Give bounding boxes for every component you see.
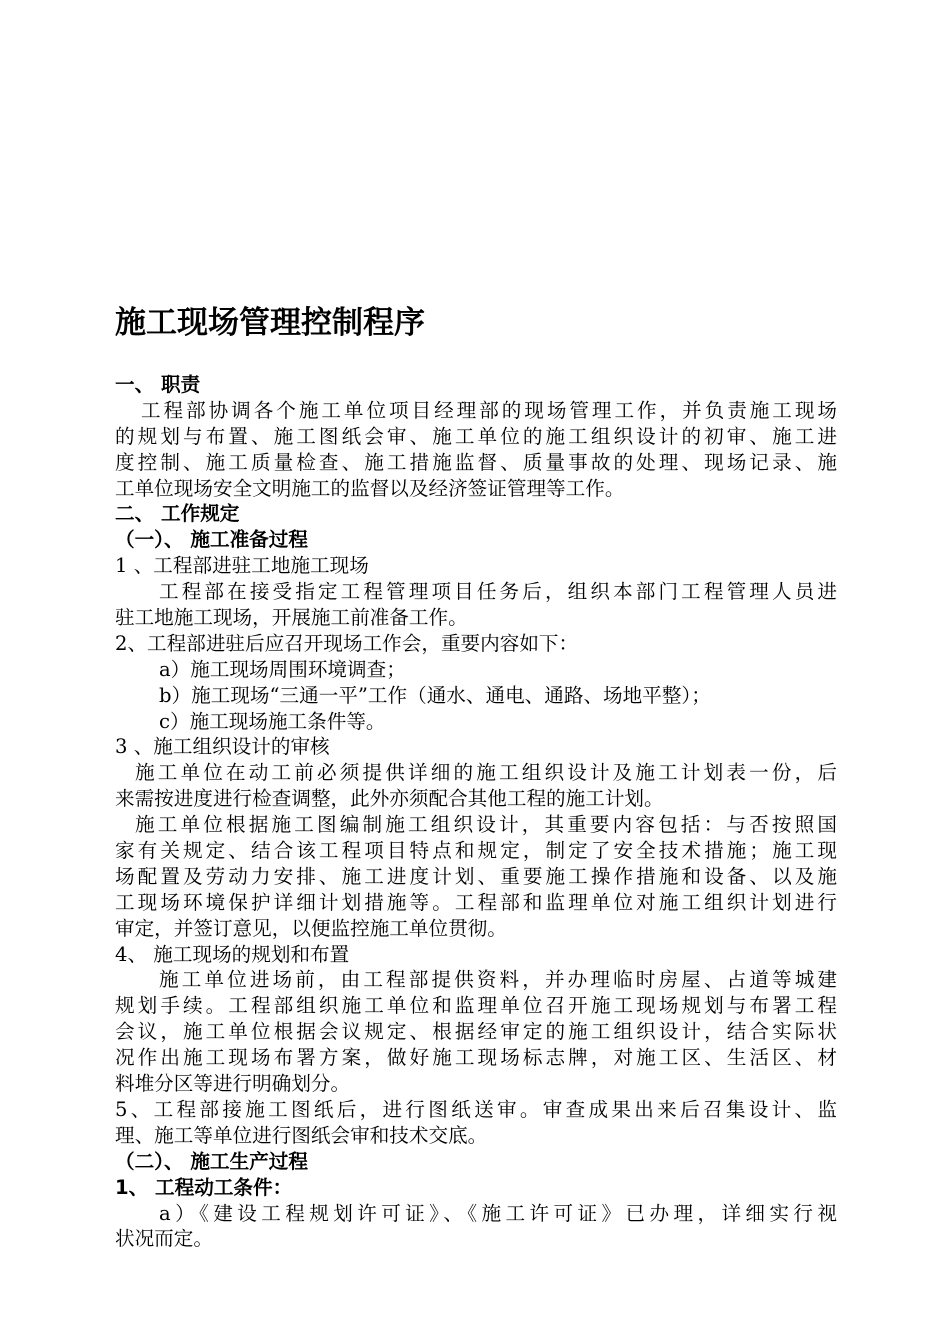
paragraph-line: 状况而定。 — [115, 1227, 213, 1251]
paragraph-line: 度控制、施工质量检查、施工措施监督、质量事故的处理、现场记录、施 — [115, 450, 837, 474]
document-body — [115, 372, 837, 1252]
section-heading: 二、 工作规定 — [115, 502, 240, 526]
paragraph-line: 场配置及劳动力安排、施工进度计划、重要施工操作措施和设备、以及施 — [115, 864, 837, 888]
paragraph-line: 5、工程部接施工图纸后，进行图纸送审。审查成果出来后召集设计、监 — [115, 1097, 837, 1121]
paragraph-line: 3 、施工组织设计的审核 — [115, 735, 330, 759]
paragraph-line: a）《建设工程规划许可证》、《施工许可证》已办理，详细实行视 — [159, 1201, 837, 1225]
paragraph-line: 2、工程部进驻后应召开现场工作会，重要内容如下： — [115, 631, 579, 655]
paragraph-line: 4、 施工现场的规划和布置 — [115, 942, 350, 966]
section-heading: 1、 工程动工条件： — [115, 1175, 293, 1199]
paragraph-line: 理、施工等单位进行图纸会审和技术交底。 — [115, 1123, 488, 1147]
paragraph-line: 审定，并签订意见，以便监控施工单位贯彻。 — [115, 916, 507, 940]
paragraph-line: 施工单位进场前，由工程部提供资料，并办理临时房屋、占道等城建 — [159, 968, 837, 992]
paragraph-line: 来需按进度进行检查调整，此外亦须配合其他工程的施工计划。 — [115, 787, 664, 811]
paragraph-line: c）施工现场施工条件等。 — [159, 709, 386, 733]
paragraph-line: 工程部在接受指定工程管理项目任务后，组织本部门工程管理人员进 — [159, 580, 837, 604]
page-title: 施工现场管理控制程序 — [115, 305, 425, 341]
paragraph-line: 工现场环境保护详细计划措施等。工程部和监理单位对施工组织计划进行 — [115, 890, 837, 914]
paragraph-line: 的规划与布置、施工图纸会审、施工单位的施工组织设计的初审、施工进 — [115, 424, 837, 448]
paragraph-line: 驻工地施工现场，开展施工前准备工作。 — [115, 606, 468, 630]
section-heading: （二）、 施工生产过程 — [115, 1149, 308, 1173]
paragraph-line: 家有关规定、结合该工程项目特点和规定，制定了安全技术措施；施工现 — [115, 839, 837, 863]
paragraph-line: 1 、工程部进驻工地施工现场 — [115, 554, 369, 578]
paragraph-line: 况作出施工现场布署方案，做好施工现场标志牌，对施工区、生活区、材 — [115, 1046, 837, 1070]
paragraph-line: a）施工现场周围环境调查； — [159, 657, 406, 681]
section-heading: 一、 职责 — [115, 373, 201, 396]
paragraph-line: b）施工现场“三通一平”工作（通水、通电、通路、场地平整）； — [159, 683, 711, 707]
section-heading: （一）、 施工准备过程 — [115, 528, 308, 552]
paragraph-line: 规划手续。工程部组织施工单位和监理单位召开施工现场规划与布署工程 — [115, 994, 837, 1018]
paragraph-line: 料堆分区等进行明确划分。 — [115, 1072, 351, 1096]
paragraph-line: 会议，施工单位根据会议规定、根据经审定的施工组织设计，结合实际状 — [115, 1020, 837, 1044]
paragraph-line: 施工单位根据施工图编制施工组织设计，其重要内容包括：与否按照国 — [135, 813, 837, 837]
paragraph-line: 施工单位在动工前必须提供详细的施工组织设计及施工计划表一份，后 — [135, 761, 837, 785]
paragraph-line: 工单位现场安全文明施工的监督以及经济签证管理等工作。 — [115, 476, 625, 500]
paragraph-line: 工程部协调各个施工单位项目经理部的现场管理工作，并负责施工现场 — [141, 398, 837, 422]
